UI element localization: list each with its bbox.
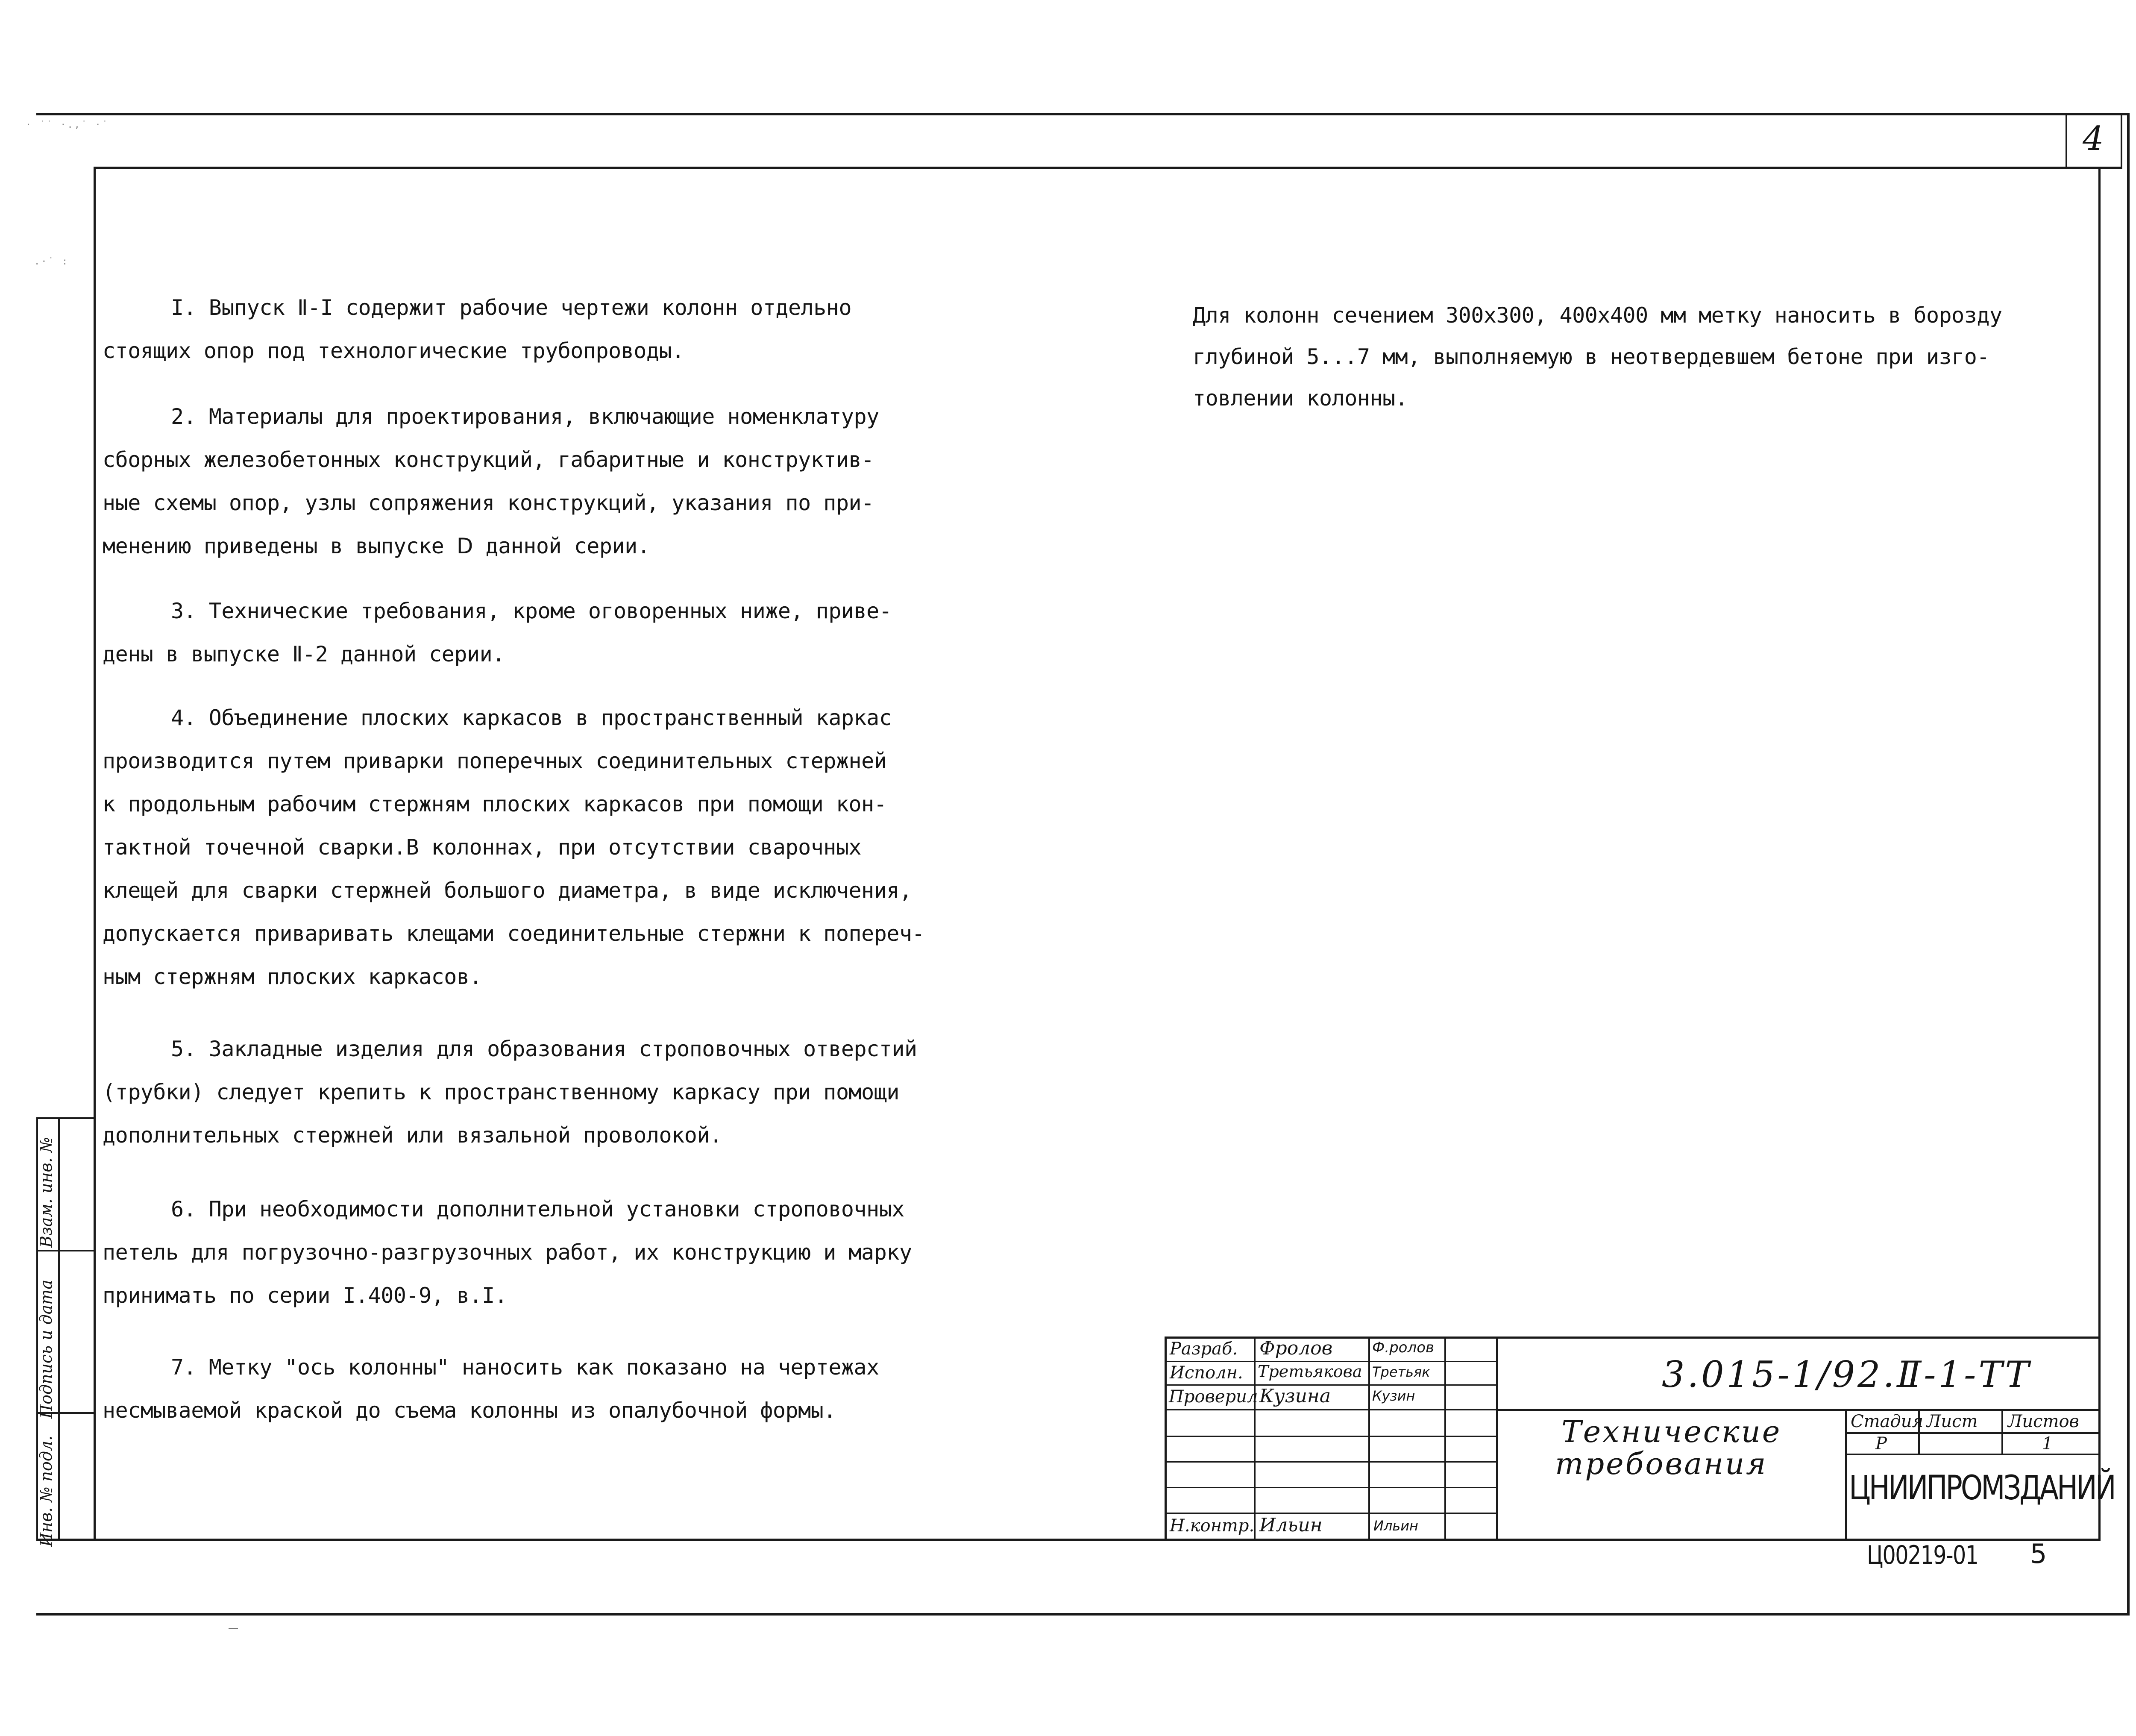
tb-sheet-title-line-2: требования <box>1555 1446 1768 1481</box>
tb-name-developer: Фролов <box>1259 1337 1333 1359</box>
paragraph-6-line-1: 6. При необходимости дополнительной установки строповочных <box>171 1197 904 1222</box>
tb-sheets-value: 1 <box>2042 1434 2053 1454</box>
tb-signature-checker: Кузин <box>1372 1388 1415 1404</box>
tb-name-executor: Третьякова <box>1258 1362 1362 1381</box>
tb-divider-main <box>1496 1337 1498 1541</box>
paragraph-5-line-2: (трубки) следует крепить к пространственному каркасу при помощи <box>103 1080 899 1104</box>
tb-left-line <box>1165 1337 1167 1541</box>
right-line-3: товлении колонны. <box>1193 386 1408 411</box>
tb-col-line-3 <box>1444 1337 1446 1541</box>
paragraph-3-line-1: 3. Технические требования, кроме оговоренных ниже, приве- <box>171 599 892 623</box>
tb-sheet-title-line-1: Технические <box>1561 1414 1782 1449</box>
tb-archive-number: Ц00219-01 <box>1867 1540 1978 1570</box>
side-stamp <box>35 1102 56 1547</box>
side-stamp-signature-label: Подпись и дата <box>37 1279 56 1419</box>
paragraph-5 <box>103 1028 917 1157</box>
border-bottom-line <box>36 1539 2101 1541</box>
paragraph-1 <box>103 286 852 373</box>
side-stamp-inv-label: Инв. № подл. <box>37 1435 56 1547</box>
paragraph-4-line-1: 4. Объединение плоских каркасов в пространственный каркас <box>171 705 892 730</box>
paragraph-4-line-4: тактной точечной сварки.В колоннах, при отсутствии сварочных <box>103 835 862 860</box>
paragraph-1-line-1: I. Выпуск Ⅱ-I содержит рабочие чертежи колонн отдельно <box>171 295 852 320</box>
right-line-1: Для колонн сечением 300х300, 400х400 мм метку наносить в борозду <box>1193 303 2002 328</box>
paragraph-6-line-2: петель для погрузочно-разгрузочных работ, их конструкцию и марку <box>103 1240 912 1265</box>
border-top-line <box>95 167 2122 169</box>
tb-role-norm-control: Н.контр. <box>1170 1516 1255 1536</box>
paragraph-4-line-7: ным стержням плоских каркасов. <box>103 964 482 989</box>
tb-organization: ЦНИИПРОМЗДАНИЙ <box>1849 1469 2115 1507</box>
tb-stage-header: Стадия <box>1851 1412 1923 1431</box>
paragraph-4-line-6: допускается приваривать клещами соединительные стержни к попереч- <box>103 921 925 946</box>
corner-box-right <box>2121 115 2122 168</box>
paragraph-7-line-1: 7. Метку "ось колонны" наносить как показано на чертежах <box>171 1355 879 1380</box>
tb-row-line-5 <box>1165 1461 1497 1463</box>
paragraph-7-line-2: несмываемой краской до съема колонны из опалубочной формы. <box>103 1398 836 1423</box>
tb-signature-executor: Третьяк <box>1372 1364 1430 1380</box>
paragraph-2 <box>103 395 879 568</box>
paragraph-5-line-1: 5. Закладные изделия для образования строповочных отверстий <box>171 1037 917 1061</box>
paragraph-2-line-2: сборных железобетонных конструкций, габаритные и конструктив- <box>103 447 874 472</box>
border-left-line <box>94 167 96 1541</box>
scan-smudge-top: · ˙˙ ·.,˙ ·˙ <box>26 120 109 130</box>
tb-sheet-header: Лист <box>1927 1412 1978 1431</box>
scan-smudge-left: .·˙ : <box>34 256 69 267</box>
paragraph-4-line-5: клещей для сварки стержней большого диаметра, в виде исключения, <box>103 878 912 903</box>
tb-role-developer: Разраб. <box>1170 1339 1238 1359</box>
tb-page-number: 5 <box>2030 1538 2047 1569</box>
right-column-paragraph <box>1193 295 2002 419</box>
tb-col-line-1 <box>1254 1337 1256 1541</box>
paragraph-1-line-2: стоящих опор под технологические трубопроводы. <box>103 338 684 363</box>
tb-stage-bottom-line <box>1846 1454 2101 1455</box>
paragraph-4-line-2: производится путем приварки поперечных соединительных стержней <box>103 749 887 773</box>
side-stamp-divider-vertical <box>58 1117 60 1540</box>
tb-row-line-2 <box>1165 1384 1497 1386</box>
tb-signature-developer: Ф.ролов <box>1372 1339 1435 1356</box>
corner-sheet-number: 4 <box>2083 120 2104 158</box>
paragraph-2-line-1: 2. Материалы для проектирования, включающие номенклатуру <box>171 404 879 429</box>
tb-role-executor: Исполн. <box>1170 1363 1243 1383</box>
tb-stage-value: Р <box>1875 1434 1887 1454</box>
paragraph-3-line-2: дены в выпуске Ⅱ-2 данной серии. <box>103 642 505 667</box>
tb-row-line-6 <box>1165 1487 1497 1488</box>
frame-top-line <box>36 113 2127 115</box>
tb-designation-bottom <box>1496 1409 2101 1411</box>
tb-role-checker: Проверил <box>1169 1387 1258 1407</box>
frame-right-outer <box>2127 113 2130 1616</box>
tb-title-divider <box>1845 1409 1847 1541</box>
tb-name-norm-control: Ильин <box>1259 1514 1323 1536</box>
paragraph-5-line-3: дополнительных стержней или вязальной проволокой. <box>103 1123 722 1148</box>
paragraph-6-line-3: принимать по серии I.400-9, в.I. <box>103 1283 508 1308</box>
tb-row-line-7 <box>1165 1513 1497 1514</box>
tb-sheets-header: Листов <box>2008 1412 2079 1431</box>
tb-name-checker: Кузина <box>1259 1385 1331 1407</box>
corner-box-left <box>2066 115 2067 168</box>
stray-mark <box>229 1628 238 1629</box>
tb-row-line-3 <box>1165 1409 1497 1410</box>
paragraph-7 <box>103 1346 879 1432</box>
paragraph-4 <box>103 696 925 999</box>
paragraph-2-line-4: менению приведены в выпуске Ⅾ данной серии. <box>103 534 650 558</box>
paragraph-2-line-3: ные схемы опор, узлы сопряжения конструкций, указания по при- <box>103 491 874 515</box>
side-stamp-replace-label: Взам. инв. № <box>37 1137 56 1248</box>
border-right-line <box>2098 167 2101 1541</box>
paragraph-3 <box>103 590 892 676</box>
paragraph-6 <box>103 1188 912 1317</box>
tb-stage-col-2 <box>2001 1409 2003 1455</box>
tb-row-line-4 <box>1165 1436 1497 1437</box>
right-line-2: глубиной 5...7 мм, выполняемую в неотвердевшем бетоне при изго- <box>1193 344 1989 369</box>
paragraph-4-line-3: к продольным рабочим стержням плоских каркасов при помощи кон- <box>103 792 887 817</box>
tb-signature-norm-control: Ильин <box>1373 1518 1418 1534</box>
tb-col-line-2 <box>1368 1337 1370 1541</box>
tb-designation: 3.015-1/92.Ⅱ-1-ТТ <box>1662 1354 2032 1395</box>
frame-bottom-line <box>36 1613 2127 1616</box>
